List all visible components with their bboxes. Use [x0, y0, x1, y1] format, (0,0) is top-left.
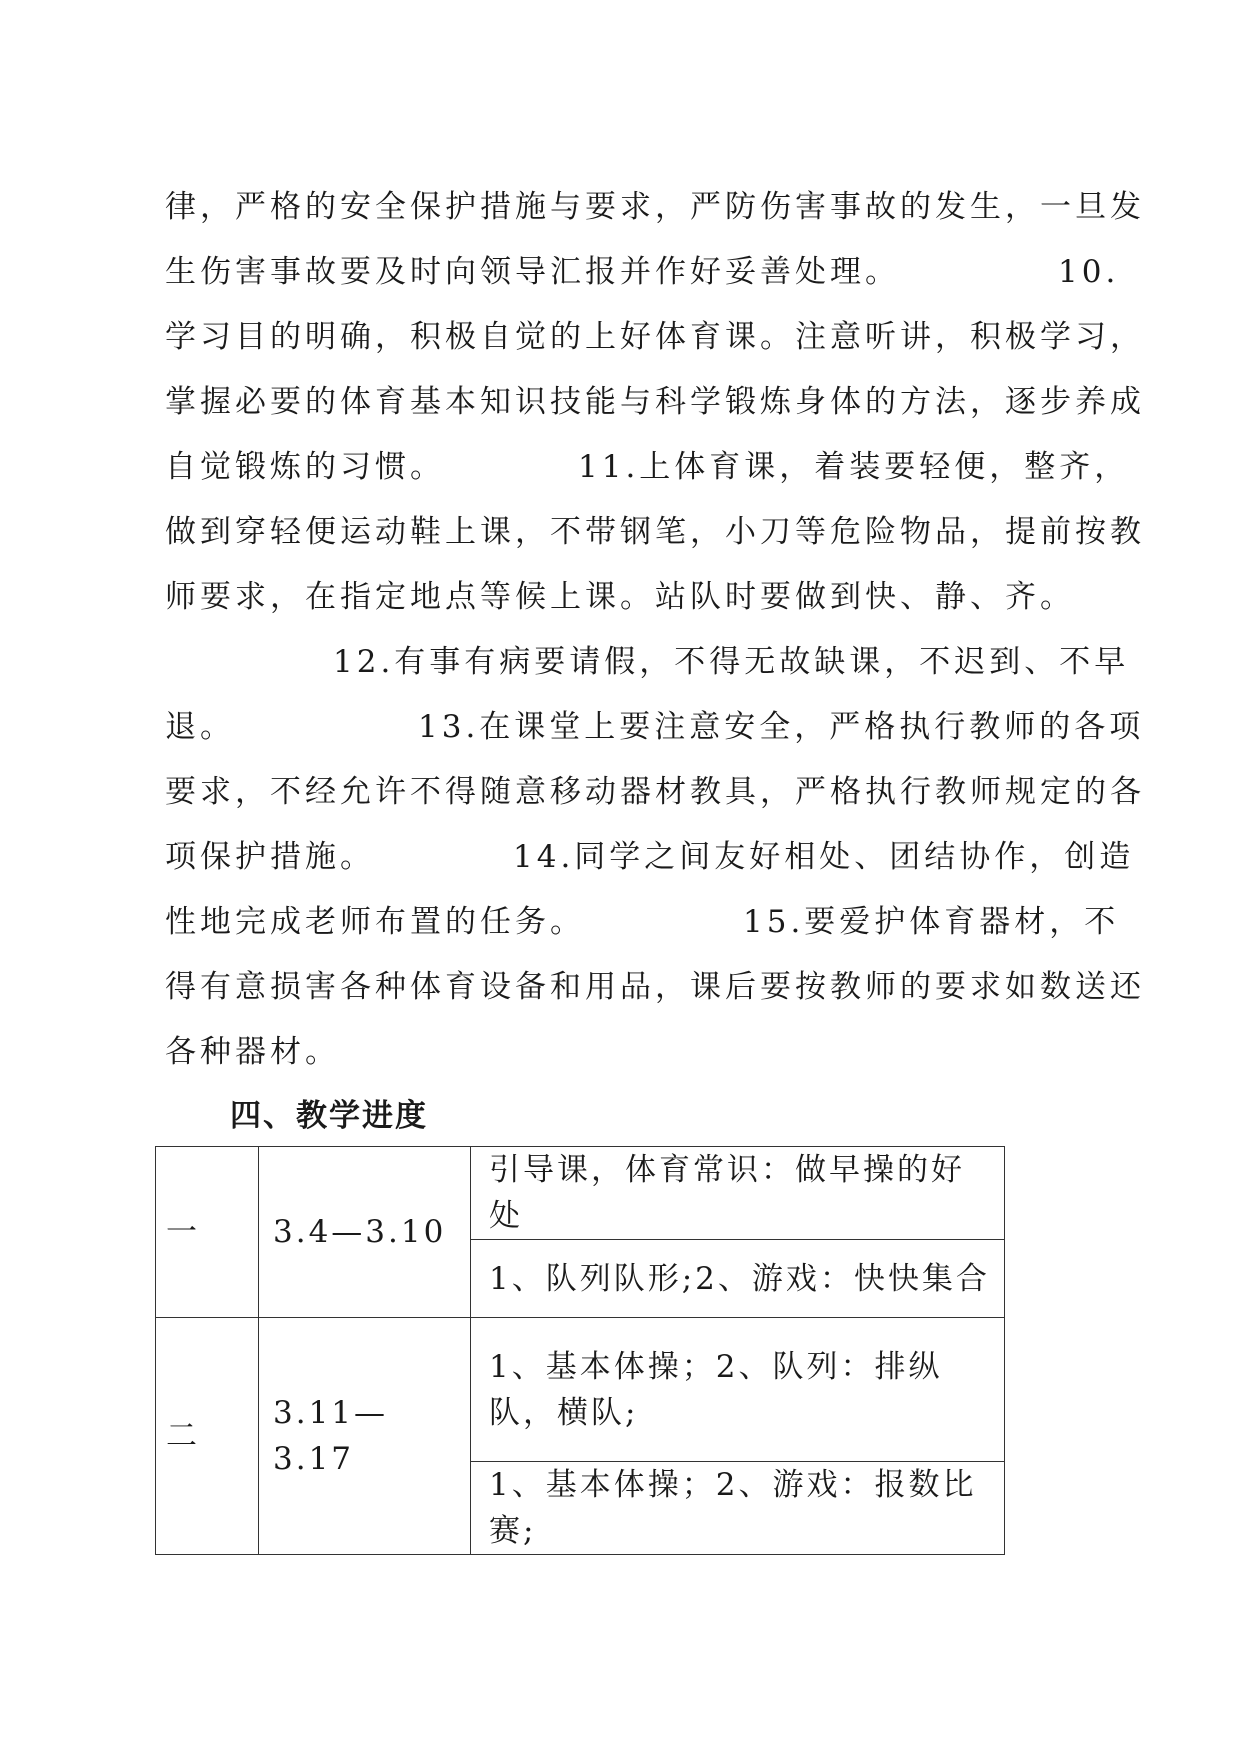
text-segment: 项保护措施。 — [165, 839, 375, 875]
text-segment: 性地完成老师布置的任务。 — [165, 904, 585, 940]
table-row — [156, 1318, 1005, 1462]
date-cell: 3.4—3.10 — [259, 1147, 471, 1318]
schedule-table — [155, 1146, 1005, 1555]
text-segment: 做到穿轻便运动鞋上课，不带钢笔，小刀等危险物品，提前按教 — [165, 514, 1145, 550]
table-row — [156, 1147, 1005, 1240]
content-cell: 1、队列队形;2、游戏：快快集合 — [471, 1240, 1005, 1318]
text-segment: 14.同学之间友好相处、团结协作，创造 — [513, 839, 1135, 875]
text-segment: 自觉锻炼的习惯。 — [165, 449, 445, 485]
content-cell: 1、基本体操；2、队列：排纵队，横队; — [471, 1318, 1005, 1462]
section-heading: 四、教学进度 — [230, 1098, 428, 1134]
text-segment: 10. — [1058, 254, 1120, 290]
week-cell: 一 — [156, 1147, 259, 1318]
date-cell: 3.11—3.17 — [259, 1318, 471, 1555]
text-segment: 11.上体育课，着装要轻便，整齐， — [578, 449, 1130, 485]
text-segment: 律，严格的安全保护措施与要求，严防伤害事故的发生，一旦发 — [165, 189, 1145, 225]
week-cell: 二 — [156, 1318, 259, 1555]
content-cell: 1、基本体操；2、游戏：报数比赛; — [471, 1462, 1005, 1555]
text-segment: 学习目的明确，积极自觉的上好体育课。注意听讲，积极学习， — [165, 319, 1145, 355]
text-segment: 退。 — [165, 709, 235, 745]
text-segment: 13.在课堂上要注意安全，严格执行教师的各项 — [418, 709, 1145, 745]
text-segment: 要求，不经允许不得随意移动器材教具，严格执行教师规定的各 — [165, 774, 1145, 810]
content-cell: 引导课，体育常识：做早操的好处 — [471, 1147, 1005, 1240]
text-segment: 掌握必要的体育基本知识技能与科学锻炼身体的方法，逐步养成 — [165, 384, 1145, 420]
text-segment: 12.有事有病要请假，不得无故缺课，不迟到、不早 — [333, 644, 1130, 680]
text-segment: 师要求，在指定地点等候上课。站队时要做到快、静、齐。 — [165, 579, 1075, 615]
text-segment: 生伤害事故要及时向领导汇报并作好妥善处理。 — [165, 254, 900, 290]
text-segment: 得有意损害各种体育设备和用品，课后要按教师的要求如数送还 — [165, 969, 1145, 1005]
text-segment: 15.要爱护体育器材，不 — [743, 904, 1120, 940]
text-segment: 各种器材。 — [165, 1034, 340, 1070]
